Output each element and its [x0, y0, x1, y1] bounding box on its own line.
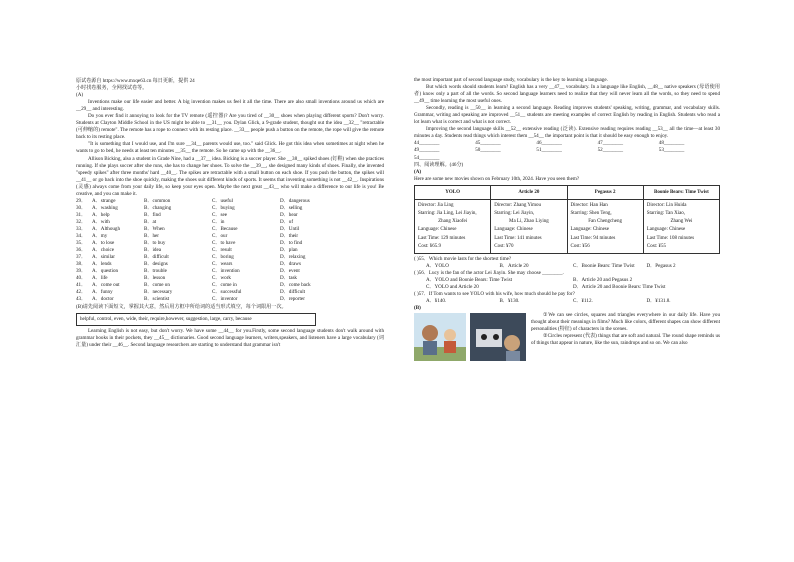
option-b: B．idea — [144, 247, 161, 254]
director: Director: Han Han — [570, 202, 608, 208]
option-c: C．result — [212, 247, 232, 254]
option-d: D．to find — [280, 240, 303, 247]
q-num: 29． — [76, 197, 87, 204]
option-b: B．trouble — [144, 268, 167, 275]
option-d: D．draws — [280, 261, 301, 268]
option-d: D．Until — [280, 225, 300, 232]
option-a: A．funny — [92, 289, 113, 296]
option-row — [76, 247, 384, 254]
option-a: A．washing — [92, 204, 118, 211]
option-d: D．event — [280, 268, 300, 275]
option-row — [76, 289, 384, 296]
reading-a-label: (A) — [414, 168, 422, 175]
reading-b-paragraph: ①We can see circles, squares and triangles everywhere in our daily life. Have you thought about their meanings in films? Much like colors, different shapes can show different personalities (特征) of characters in the scenes. — [531, 312, 720, 333]
starring: Starring: Jia Ling, Lei Jiayin, — [418, 210, 477, 216]
option-row — [76, 198, 384, 205]
q-num: 31． — [76, 211, 87, 218]
answer-blank[interactable]: 44________ — [414, 140, 440, 147]
q-num: 39． — [76, 268, 87, 275]
option-a: A．choice — [92, 247, 115, 254]
answer-blanks — [414, 140, 720, 161]
q-num: 43． — [76, 296, 87, 303]
answer-blank[interactable]: 47________ — [597, 140, 624, 147]
cloze-b-paragraph: But which words should students learn? English has a very __47__ vocabulary. In a language like English, __48__ native speakers (母语使用者) know only a part of all the words. So second language learners need to realize that they will never learn all the words, so they need to spend __49__ time learning the most useful ones. — [414, 84, 720, 105]
option-b[interactable]: B．Article 20 — [499, 262, 529, 269]
option-c: C．Because — [212, 225, 238, 232]
cloze-a-paragraph: "It is something that I would use, and I'm sure __34__ parents would use, too." said Glick. He got this idea when sometimes at night when he wants to go to bed, he needs at least ten minutes __35__ the remote. So he came up with the __36__. — [76, 141, 384, 155]
option-b: B．scientist — [144, 296, 170, 303]
option-c: C．our — [212, 233, 228, 240]
option-d: D．dangerous — [280, 197, 310, 204]
answer-blank[interactable]: 50________ — [475, 147, 501, 154]
last-time: Last Time: 108 minutes — [646, 235, 695, 241]
cloze-b-paragraph: Learning English is not easy, but don't worry. We have some __44__ for you.Firstly, some second language students don't walk around with grammar books in their pockets, they __45__ dictionaries. Good second language learners, writers,speakers, and listeners have a large vocabulary (词汇量) under their __46__. Second language researchers are starting to understand that grammar isn't — [76, 327, 384, 349]
reading-b-paragraph: ②Circles represent (代表) things that are soft and natural. The round shape reminds us of things that appear in nature, like the sun, raindrops and so on. We can also — [531, 333, 720, 347]
option-a[interactable]: A．¥140. — [426, 298, 447, 305]
cloze-b-paragraph: the most important part of second language study, vocabulary is the key to learning a language. — [414, 77, 608, 83]
q-num: 38． — [76, 261, 87, 268]
section-a-label: (A) — [76, 92, 84, 99]
film-stills-image — [414, 313, 526, 361]
language: Language: Chinese — [570, 227, 609, 233]
option-a: A．with — [92, 218, 110, 225]
source-header: 原试卷源自 https://www.mxqe63.cn 每日更新，提供 24 — [76, 78, 195, 84]
option-row — [76, 219, 384, 226]
option-a: A．similar — [92, 254, 115, 261]
director: Director: Zhang Yimou — [494, 202, 541, 208]
starring: Starring: Tan Xiao, — [646, 210, 686, 216]
option-c: C．in — [212, 218, 225, 225]
option-b: B．necessary — [144, 289, 173, 296]
question-57-options — [414, 298, 720, 305]
language: Language: Chinese — [494, 227, 533, 233]
cloze-b-paragraph: Secondly, reading is __50__ in learning a second language. Reading improves students' speaking, writing, grammar, and vocabulary skills. Grammar, writing and speaking are improved __51__ students are meeting examples of correct English by reading in English. Students who read a lot learn what is correct and what is not correct. — [414, 105, 720, 126]
last-time: Last Time: 129 minutes — [418, 235, 466, 241]
answer-blank[interactable]: 53________ — [658, 147, 685, 154]
starring-cont: Zhang Xiaofei — [438, 219, 468, 225]
film-stills-illustration — [414, 313, 526, 361]
movie-details — [415, 199, 491, 253]
starring-cont: Ma Li, Zhao Liying — [509, 219, 549, 225]
q-num: 34． — [76, 233, 87, 240]
starring-cont: Fan Chengcheng — [588, 219, 622, 225]
option-d[interactable]: D．Article 20 and Boonie Bears: Time Twist — [573, 284, 666, 291]
cloze-a-paragraph: Allison Bicking, also a student in Grade Nine, had a __37__ idea. Bicking is a soccer player. She __38__ spiked shoes (钉鞋) when she practices running. If she plays soccer after she runs, she has to change her shoes. To solve the __39__, she designed many kinds of shoes. Finally, she invented "speedy spikes" after three months' hard __40__. The spikes are retractable with a small button on each shoe. If you push the button, the spikes will __41__ or go back into the shoe quickly, making the shoes suit different kinds of sports. It seems that inventing something is not __42__. Inspirations (灵感) always come from your daily life, so keep your eyes open. Maybe the next great __43__ who will make a difference to our life is you! Be creative, and you can make it. — [76, 155, 384, 197]
question-56: ( )56．Lucy is the fan of the actor Lei Jiayin. She may choose ________. — [414, 270, 564, 277]
answer-blank[interactable]: 48________ — [658, 140, 685, 147]
movie-details — [643, 199, 719, 253]
right-column — [414, 77, 720, 362]
option-d: D．task — [280, 275, 297, 282]
q-num: 36． — [76, 247, 87, 254]
starring: Starring: Shen Teng, — [570, 210, 612, 216]
option-c: C．successful — [212, 289, 242, 296]
cost: Cost: ¥65.9 — [418, 243, 442, 249]
option-row — [76, 275, 384, 282]
option-c[interactable]: C．YOLO and Article 20 — [426, 284, 479, 291]
movie-details — [567, 199, 643, 253]
option-a: A．life — [92, 275, 108, 282]
option-c: C．useful — [212, 197, 233, 204]
movie-title: Article 20 — [491, 185, 567, 199]
source-header-line2: 小时找卷服务，全网找试卷等。 — [76, 85, 148, 92]
option-c: C．work — [212, 275, 231, 282]
movie-table — [414, 185, 720, 254]
reading-b-label: (B) — [414, 305, 421, 312]
section-title: 四、阅读理解。(46分) — [414, 161, 464, 168]
starring: Starring: Lei Jiayin, — [494, 210, 535, 216]
cloze-a-paragraph: Inventions make our life easier and better. A big invention makes us feel it all the time. There are also small inventions around us which are __29__ and interesting. — [76, 99, 384, 113]
q-num: 35． — [76, 240, 87, 247]
option-row — [76, 240, 384, 247]
option-c: C．invention — [212, 268, 240, 275]
option-d: D．difficult — [280, 289, 306, 296]
option-d: D．selling — [280, 204, 303, 211]
q-num: 40． — [76, 275, 87, 282]
option-b: B．changing — [144, 204, 172, 211]
cloze-b-paragraph: Improving the second language skills __52__ extensive reading (泛读). Extensive reading requires reading __53__ all the time—at least 30 minutes a day. Students read things which interest them __54__ the important point is that it should be easy enough to enjoy. — [414, 126, 720, 140]
answer-blank[interactable]: 45________ — [475, 140, 501, 147]
option-b: B．her — [144, 233, 159, 240]
option-d[interactable]: D．Pegasus 2 — [646, 262, 676, 269]
question-55-options — [414, 263, 720, 270]
section-b-instruction: (B)请先阅读下面短文，掌握其大意，然后用方框中所给词的适当形式填空，每个词限用一次。 — [76, 303, 287, 310]
cost: Cost: ¥55 — [646, 243, 667, 249]
left-column — [76, 0, 384, 349]
q-num: 42． — [76, 289, 87, 296]
option-d: D．relaxing — [280, 254, 306, 261]
option-b: B．When — [144, 225, 165, 232]
starring-cont: Zhang Wei — [670, 219, 693, 225]
director: Director: Lin Huida — [646, 202, 687, 208]
option-b: B．common — [144, 197, 171, 204]
option-row — [76, 226, 384, 233]
q-num: 37． — [76, 254, 87, 261]
option-b: B．designs — [144, 261, 168, 268]
option-row — [76, 212, 384, 219]
question-56-options — [414, 277, 720, 291]
option-c[interactable]: C．Boonie Bears: Time Twist — [573, 262, 635, 269]
option-row — [76, 268, 384, 275]
cloze-a-paragraph: Do you ever find it annoying to look for the TV remote (遥控器)? Are you tired of __30__ shoes when playing different sports? Don't worry. Students at Clayton Middle School in the US might be able to __31__ you. Dylan Glick, a 9-grade student, thought out the idea __32__ "retractable (可伸缩的) remote". The remote has a rope to connect with its resting place. __33__ people push a button on the remote, the rope will give the remote back to its resting place. — [76, 113, 384, 141]
option-c: C．see — [212, 211, 227, 218]
option-c: C．boring — [212, 254, 234, 261]
option-row — [76, 233, 384, 240]
q-num: 32． — [76, 218, 87, 225]
option-row — [76, 254, 384, 261]
word-box: helpful, control, even, wide, their, require,however, suggestion, large, carry, because — [76, 313, 316, 326]
language: Language: Chinese — [646, 227, 686, 233]
option-b: B．to buy — [144, 240, 166, 247]
option-a: A．doctor — [92, 296, 114, 303]
question-57: ( )57．If Tom wants to see YOLO with his wife, how much should he pay for? — [414, 291, 575, 298]
option-d: D．reporter — [280, 296, 305, 303]
option-d: D．come back — [280, 282, 311, 289]
option-c: C．come in — [212, 282, 237, 289]
option-a[interactable]: A．YOLO — [426, 262, 449, 269]
answer-blank[interactable]: 54________ — [414, 154, 440, 161]
option-a: A．help — [92, 211, 110, 218]
option-a: A．question — [92, 268, 119, 275]
option-a[interactable]: A．YOLO and Boonie Bears: Time Twist — [426, 277, 513, 284]
answer-blank[interactable]: 49________ — [414, 147, 440, 154]
option-b: B．difficult — [144, 254, 169, 261]
option-a: A．lends — [92, 261, 112, 268]
answer-blank[interactable]: 46________ — [536, 140, 562, 147]
option-a: A．come out — [92, 282, 120, 289]
option-a: A．Although — [92, 225, 121, 232]
option-b[interactable]: B．Article 20 and Pegasus 2 — [573, 277, 633, 284]
movie-title: Boonie Bears: Time Twist — [643, 185, 719, 199]
option-c: C．buying — [212, 204, 235, 211]
option-c: C．to have — [212, 240, 236, 247]
option-row — [76, 205, 384, 212]
q-num: 41． — [76, 282, 87, 289]
option-a: A．strange — [92, 197, 116, 204]
option-b: B．find — [144, 211, 161, 218]
option-b[interactable]: B．¥130. — [499, 298, 520, 305]
option-d: D．of — [280, 218, 294, 225]
option-a: A．my — [92, 233, 108, 240]
director: Director: Jia Ling — [418, 202, 454, 208]
movie-title: YOLO — [415, 185, 491, 199]
option-row — [76, 261, 384, 268]
reading-a-intro: Here are some new movies shown on February 10th, 2024. Have you seen them? — [414, 175, 580, 182]
q-num: 33． — [76, 225, 87, 232]
option-b: B．at — [144, 218, 157, 225]
option-a: A．to lose — [92, 240, 115, 247]
answer-blank[interactable]: 52________ — [597, 147, 624, 154]
option-c[interactable]: C．¥112. — [573, 298, 593, 305]
option-row — [76, 282, 384, 289]
last-time: Last Time: 141 minutes — [494, 235, 542, 241]
option-d: D．their — [280, 233, 299, 240]
option-c: C．inventor — [212, 296, 238, 303]
option-c: C．wears — [212, 261, 233, 268]
option-d: D．plan — [280, 247, 298, 254]
q-num: 30． — [76, 204, 87, 211]
movie-title: Pegasus 2 — [567, 185, 643, 199]
cost: Cost: ¥70 — [494, 243, 514, 249]
answer-blank[interactable]: 51________ — [536, 147, 562, 154]
last-time: Last Time: 94 minutes — [570, 235, 616, 241]
movie-details — [491, 199, 567, 253]
option-b: B．come on — [144, 282, 170, 289]
cost: Cost: ¥56 — [570, 243, 590, 249]
option-d: D．hear — [280, 211, 298, 218]
language: Language: Chinese — [418, 227, 457, 233]
options-list — [76, 198, 384, 304]
option-row — [76, 296, 384, 303]
question-55: ( )55．Which movie lasts for the shortest time? — [414, 255, 512, 262]
option-b: B．lesson — [144, 275, 166, 282]
option-d[interactable]: D．¥131.8. — [646, 298, 671, 305]
